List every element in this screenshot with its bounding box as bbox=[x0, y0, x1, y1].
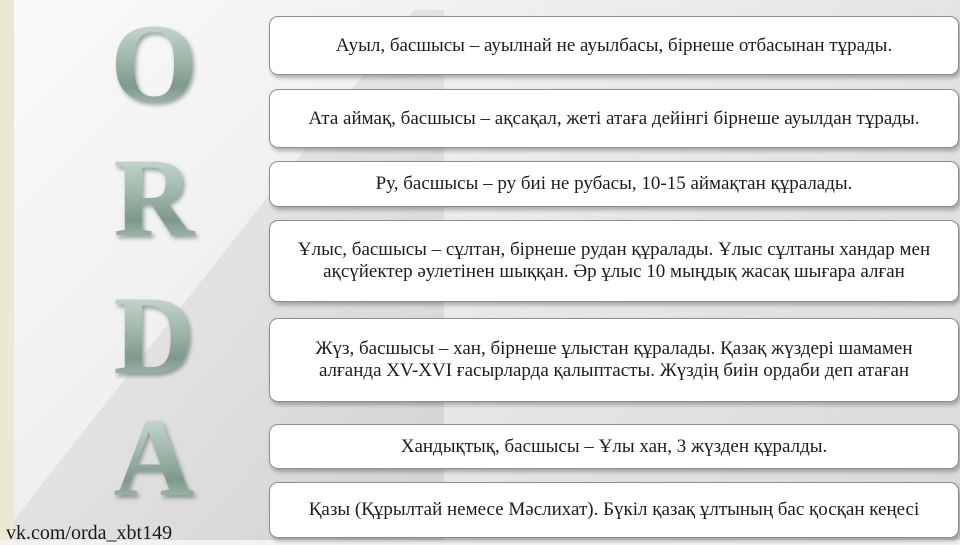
box-zhuz bbox=[269, 318, 959, 402]
box-kazy-text: Қазы (Құрылтай немесе Мәслихат). Бүкіл қазақ ұлтының бас қосқан кеңесі bbox=[308, 499, 920, 520]
acronym-letter-a: A bbox=[94, 402, 214, 514]
box-zhuz-text: Жүз, басшысы – хан, бірнеше ұлыстан құралады. Қазақ жүздері шамамен алғанда XV-XVI ғасырларда қалыптасты. Жүздің биін ордаби деп атаған bbox=[315, 338, 913, 381]
box-ru-text: Ру, басшысы – ру биі не рубасы, 10-15 аймақтан құралады. bbox=[375, 173, 853, 194]
box-khandyk-text: Хандықтық, басшысы – Ұлы хан, 3 жүзден құралды. bbox=[400, 435, 828, 457]
box-auyl bbox=[269, 16, 959, 75]
acronym-letter-d: D bbox=[94, 280, 214, 392]
box-khandyk bbox=[269, 424, 959, 469]
box-ata-aimak bbox=[269, 89, 959, 148]
box-ulys-text: Ұлыс, басшысы – сұлтан, бірнеше рудан құралады. Ұлыс сұлтаны хандар мен ақсүйектер әулетінен шыққан. Әр ұлыс 10 мыңдық жасақ шығара алған bbox=[297, 239, 931, 282]
box-ulys bbox=[269, 220, 959, 302]
box-ata-aimak-text: Ата аймақ, басшысы – ақсақал, жеті атаға дейінгі бірнеше ауылдан тұрады. bbox=[308, 107, 920, 129]
acronym-letter-o: O bbox=[94, 8, 214, 120]
box-auyl-text: Ауыл, басшысы – ауылнай не ауылбасы, бірнеше отбасынан тұрады. bbox=[335, 34, 893, 56]
box-ru bbox=[269, 161, 959, 207]
page-left-edge bbox=[0, 0, 14, 540]
acronym-letter-r: R bbox=[94, 142, 214, 254]
source-caption: vk.com/orda_xbt149 bbox=[6, 522, 173, 544]
box-kazy bbox=[269, 482, 959, 538]
